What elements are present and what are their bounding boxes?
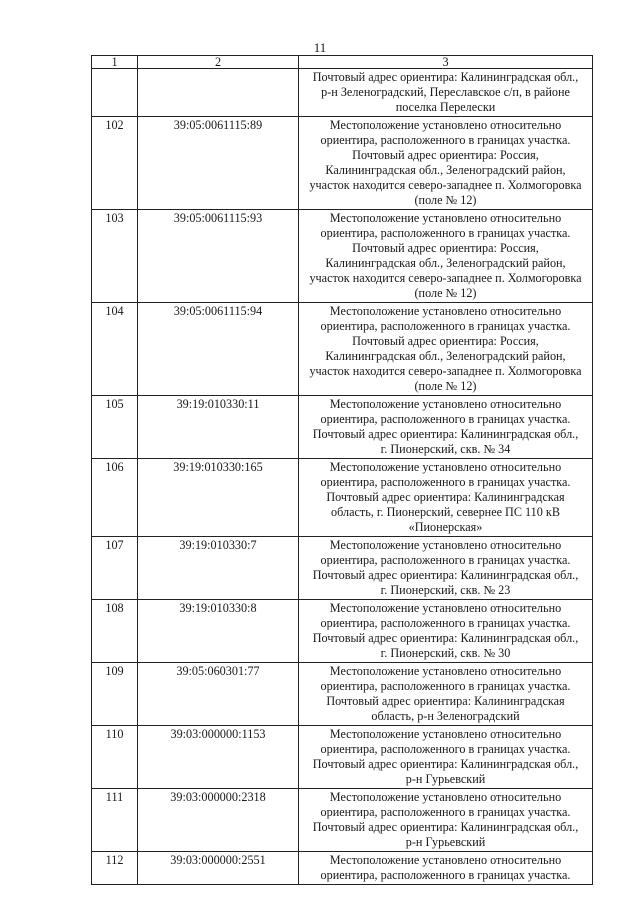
description-line: Местоположение установлено относительно — [329, 601, 562, 615]
description-line: р-н Гурьевский — [405, 835, 486, 849]
description-line: Местоположение установлено относительно — [329, 397, 562, 411]
table-row — [92, 600, 593, 663]
table-row — [92, 210, 593, 303]
description-line: Почтовый адрес ориентира: Россия, — [352, 148, 539, 162]
row-number: 105 — [92, 396, 138, 459]
cadastral-number: 39:03:000000:1153 — [138, 726, 299, 789]
row-number: 104 — [92, 303, 138, 396]
description-line: Почтовый адрес ориентира: Калининградская обл., — [312, 568, 579, 582]
location-description — [299, 117, 593, 210]
description-line: Местоположение установлено относительно — [329, 727, 562, 741]
table-row — [92, 852, 593, 885]
cadastral-number: 39:19:010330:8 — [138, 600, 299, 663]
table-row — [92, 303, 593, 396]
description-line: (поле № 12) — [414, 193, 477, 207]
description-line: участок находится северо-западнее п. Холмогоровка — [309, 364, 582, 378]
description-line: ориентира, расположенного в границах участка. — [320, 412, 571, 426]
description-line: Калининградская обл., Зеленоградский район, — [325, 256, 566, 270]
description-line: г. Пионерский, скв. № 34 — [380, 442, 511, 456]
column-header-1: 1 — [92, 56, 138, 69]
description-line: Почтовый адрес ориентира: Россия, — [352, 334, 539, 348]
location-description — [299, 537, 593, 600]
description-line: г. Пионерский, скв. № 30 — [380, 646, 511, 660]
description-line: ориентира, расположенного в границах участка. — [320, 742, 571, 756]
page-number: 11 — [313, 40, 327, 55]
cadastral-number: 39:05:0061115:94 — [138, 303, 299, 396]
table-row — [92, 396, 593, 459]
column-header-2: 2 — [138, 56, 299, 69]
description-line: Местоположение установлено относительно — [329, 211, 562, 225]
description-line: ориентира, расположенного в границах участка. — [320, 319, 571, 333]
cadastral-number: 39:19:010330:165 — [138, 459, 299, 537]
cadastral-number: 39:19:010330:7 — [138, 537, 299, 600]
description-line: Почтовый адрес ориентира: Калининградская обл., — [312, 427, 579, 441]
description-line: «Пионерская» — [408, 520, 483, 534]
cadastral-number — [138, 69, 299, 117]
location-description — [299, 600, 593, 663]
cadastral-number: 39:03:000000:2551 — [138, 852, 299, 885]
description-line: Почтовый адрес ориентира: Калининградская обл., — [312, 631, 579, 645]
description-line: ориентира, расположенного в границах участка. — [320, 553, 571, 567]
description-line: участок находится северо-западнее п. Холмогоровка — [309, 178, 582, 192]
row-number: 102 — [92, 117, 138, 210]
table-body — [92, 69, 593, 885]
table-row — [92, 69, 593, 117]
description-line: Почтовый адрес ориентира: Россия, — [352, 241, 539, 255]
table-row — [92, 117, 593, 210]
location-description — [299, 726, 593, 789]
cadastral-number: 39:03:000000:2318 — [138, 789, 299, 852]
cadastral-number: 39:05:0061115:89 — [138, 117, 299, 210]
land-plots-table — [91, 55, 593, 885]
location-description — [299, 789, 593, 852]
column-header-3: 3 — [299, 56, 593, 69]
description-line: (поле № 12) — [414, 286, 477, 300]
description-line: Калининградская обл., Зеленоградский район, — [325, 163, 566, 177]
table-row — [92, 789, 593, 852]
description-line: участок находится северо-западнее п. Холмогоровка — [309, 271, 582, 285]
table-row — [92, 537, 593, 600]
description-line: ориентира, расположенного в границах участка. — [320, 475, 571, 489]
description-line: Почтовый адрес ориентира: Калининградская — [326, 490, 565, 504]
description-line: Местоположение установлено относительно — [329, 304, 562, 318]
row-number: 103 — [92, 210, 138, 303]
description-line: ориентира, расположенного в границах участка. — [320, 226, 571, 240]
location-description — [299, 396, 593, 459]
description-line: р-н Гурьевский — [405, 772, 486, 786]
table-row — [92, 726, 593, 789]
row-number: 110 — [92, 726, 138, 789]
description-line: область, г. Пионерский, севернее ПС 110 кВ — [331, 505, 560, 519]
description-line: Почтовый адрес ориентира: Калининградская обл., — [312, 70, 579, 84]
description-line: г. Пионерский, скв. № 23 — [380, 583, 511, 597]
description-line: р-н Зеленоградский, Переславское с/п, в районе — [321, 85, 570, 99]
description-line: Местоположение установлено относительно — [329, 118, 562, 132]
location-description — [299, 459, 593, 537]
description-line: Местоположение установлено относительно — [329, 853, 562, 867]
location-description — [299, 210, 593, 303]
description-line: Почтовый адрес ориентира: Калининградская обл., — [312, 820, 579, 834]
row-number: 112 — [92, 852, 138, 885]
description-line: Местоположение установлено относительно — [329, 790, 562, 804]
description-line: Почтовый адрес ориентира: Калининградская обл., — [312, 757, 579, 771]
cadastral-number: 39:05:0061115:93 — [138, 210, 299, 303]
table-header — [92, 56, 593, 69]
cadastral-number: 39:05:060301:77 — [138, 663, 299, 726]
description-line: Местоположение установлено относительно — [329, 664, 562, 678]
description-line: поселка Перелески — [395, 100, 496, 114]
row-number: 109 — [92, 663, 138, 726]
location-description — [299, 303, 593, 396]
description-line: Калининградская обл., Зеленоградский район, — [325, 349, 566, 363]
location-description — [299, 69, 593, 117]
description-line: Местоположение установлено относительно — [329, 460, 562, 474]
row-number — [92, 69, 138, 117]
location-description — [299, 852, 593, 885]
description-line: ориентира, расположенного в границах участка. — [320, 133, 571, 147]
table-row — [92, 459, 593, 537]
description-line: ориентира, расположенного в границах участка. — [320, 805, 571, 819]
header-row — [92, 56, 593, 69]
description-line: (поле № 12) — [414, 379, 477, 393]
location-description — [299, 663, 593, 726]
description-line: ориентира, расположенного в границах участка. — [320, 868, 571, 882]
cadastral-number: 39:19:010330:11 — [138, 396, 299, 459]
table-row — [92, 663, 593, 726]
row-number: 111 — [92, 789, 138, 852]
description-line: ориентира, расположенного в границах участка. — [320, 616, 571, 630]
description-line: область, р-н Зеленоградский — [371, 709, 520, 723]
description-line: Почтовый адрес ориентира: Калининградская — [326, 694, 565, 708]
description-line: Местоположение установлено относительно — [329, 538, 562, 552]
description-line: ориентира, расположенного в границах участка. — [320, 679, 571, 693]
row-number: 106 — [92, 459, 138, 537]
row-number: 108 — [92, 600, 138, 663]
row-number: 107 — [92, 537, 138, 600]
